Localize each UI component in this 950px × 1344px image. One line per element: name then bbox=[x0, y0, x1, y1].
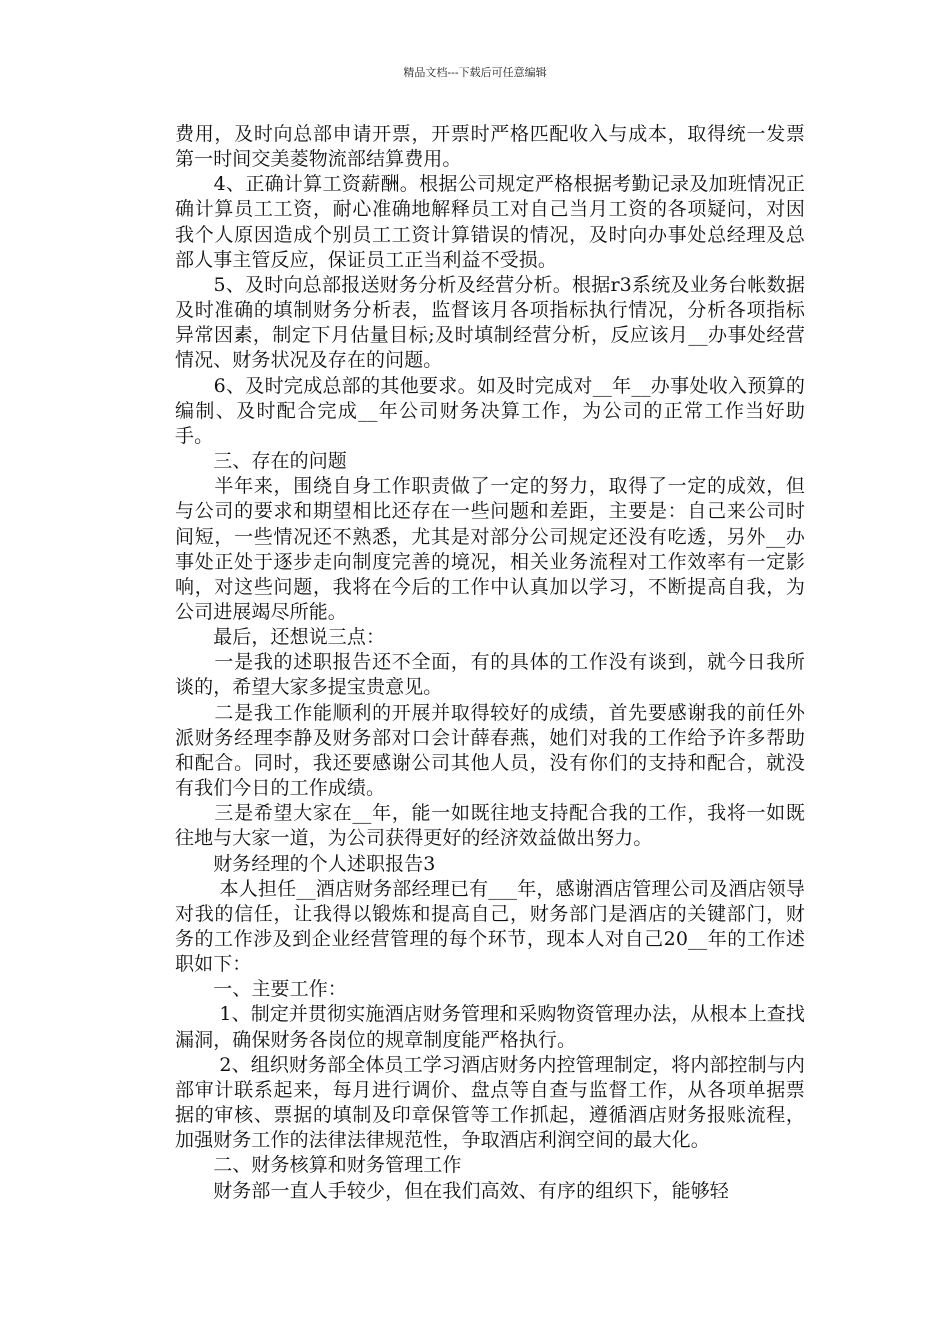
paragraph: 4、正确计算工资薪酬。根据公司规定严格根据考勤记录及加班情况正确计算员工工资，耐心准确地解释员工对自己当月工资的各项疑问，对因我个人原因造成个别员工工资计算错误的情况，及时向办事处总经理及总部人事主管反应，保证员工正当利益不受损。 bbox=[175, 173, 805, 271]
paragraph: 1、制定并贯彻实施酒店财务管理和采购物资管理办法，从根本上查找漏洞，确保财务各岗位的规章制度能严格执行。 bbox=[175, 1003, 805, 1051]
section-heading: 三、存在的问题 bbox=[175, 450, 347, 473]
paragraph: 5、及时向总部报送财务分析及经营分析。根据r3系统及业务台帐数据及时准确的填制财务分析表，监督该月各项指标执行情况，分析各项指标异常因素，制定下月估量目标;及时填制经营分析，反应该月__办事处经营情况、财务状况及存在的问题。 bbox=[175, 273, 805, 372]
paragraph: 最后，还想说三点： bbox=[175, 626, 386, 649]
paragraph: 费用，及时向总部申请开票，开票时严格匹配收入与成本，取得统一发票第一时间交美菱物流部结算费用。 bbox=[175, 123, 805, 171]
page-header: 精品文档---下载后可任意编辑 bbox=[403, 66, 547, 79]
section-heading: 二、财务核算和财务管理工作 bbox=[175, 1154, 462, 1177]
paragraph: 三是希望大家在__年，能一如既往地支持配合我的工作，我将一如既往地与大家一道，为公司获得更好的经济效益做出努力。 bbox=[175, 802, 805, 850]
paragraph: 2、组织财务部全体员工学习酒店财务内控管理制定，将内部控制与内部审计联系起来，每月进行调价、盘点等自查与监督工作，从各项单据票据的审核、票据的填制及印章保管等工作抓起，遵循酒店财务报账流程，加强财务工作的法律法律规范性，争取酒店利润空间的最大化。 bbox=[175, 1053, 805, 1152]
paragraph: 一是我的述职报告还不全面，有的具体的工作没有谈到，就今日我所谈的，希望大家多提宝贵意见。 bbox=[175, 651, 805, 699]
report-title: 财务经理的个人述职报告3 bbox=[175, 852, 436, 875]
paragraph: 本人担任__酒店财务部经理已有___年，感谢酒店管理公司及酒店领导对我的信任，让我得以锻炼和提高自己，财务部门是酒店的关键部门，财务的工作涉及到企业经营管理的每个环节，现本人对自己20__年的工作述职如下： bbox=[175, 877, 805, 976]
document-body bbox=[175, 122, 805, 1204]
section-heading: 一、主要工作： bbox=[175, 978, 347, 1001]
paragraph: 财务部一直人手较少，但在我们高效、有序的组织下，能够轻 bbox=[175, 1179, 729, 1202]
paragraph: 6、及时完成总部的其他要求。如及时完成对__年__办事处收入预算的编制、及时配合完成__年公司财务决算工作，为公司的正常工作当好助手。 bbox=[175, 374, 805, 447]
paragraph: 半年来，围绕自身工作职责做了一定的努力，取得了一定的成效，但与公司的要求和期望相比还存在一些问题和差距，主要是：自己来公司时间短，一些情况还不熟悉，尤其是对部分公司规定还没有吃透，另外__办事处正处于逐步走向制度完善的境况，相关业务流程对工作效率有一定影响，对这些问题，我将在今后的工作中认真加以学习，不断提高自我，为公司进展竭尽所能。 bbox=[175, 475, 805, 623]
paragraph: 二是我工作能顺利的开展并取得较好的成绩，首先要感谢我的前任外派财务经理李静及财务部对口会计薛春燕，她们对我的工作给予许多帮助和配合。同时，我还要感谢公司其他人员，没有你们的支持和配合，就没有我们今日的工作成绩。 bbox=[175, 701, 805, 800]
